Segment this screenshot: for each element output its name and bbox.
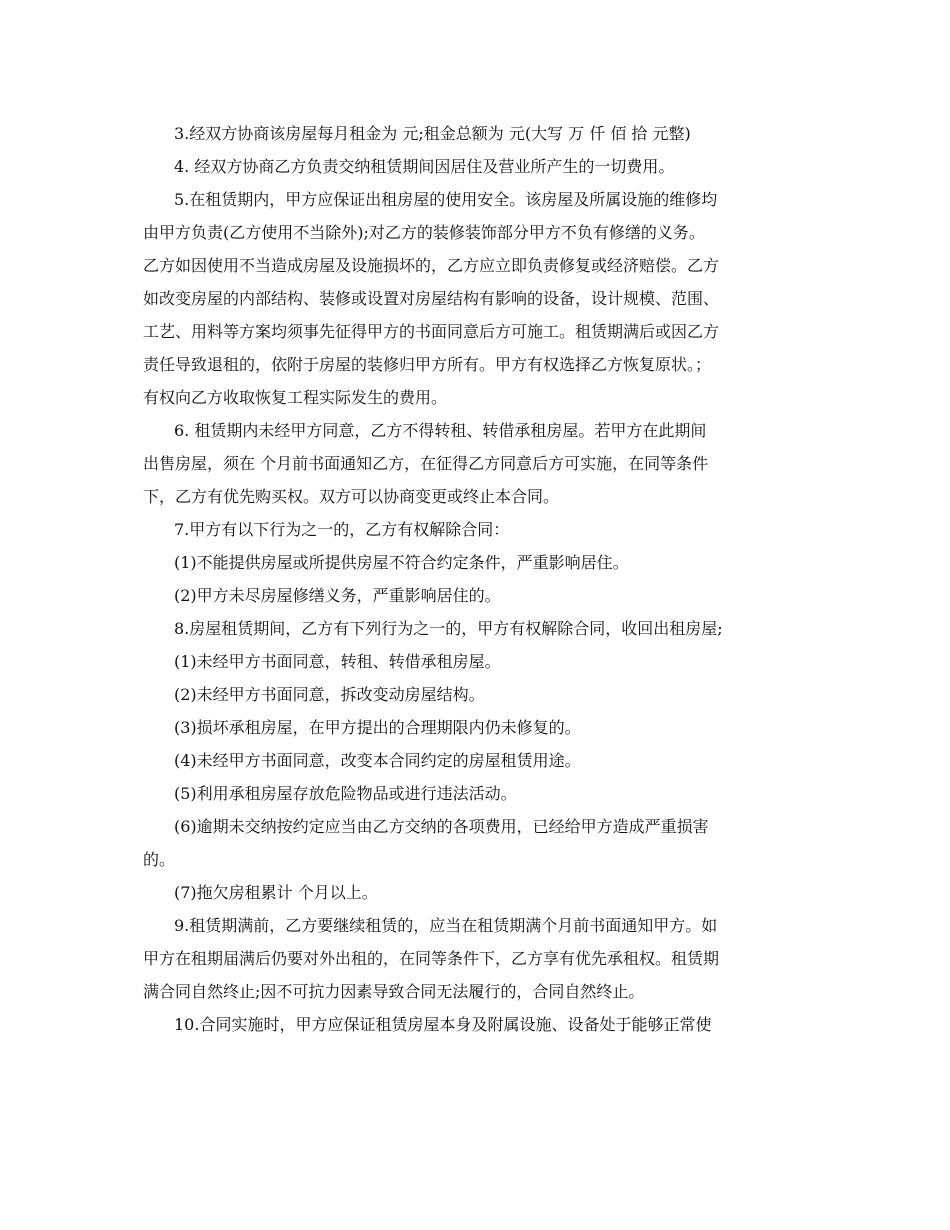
text-line: 7.甲方有以下行为之一的，乙方有权解除合同： bbox=[174, 520, 510, 539]
text-line: 甲方在租期届满后仍要对外出租的，在同等条件下，乙方享有优先承租权。租赁期 bbox=[143, 949, 720, 968]
text-line: 下，乙方有优先购买权。双方可以协商变更或终止本合同。 bbox=[143, 487, 560, 506]
text-line: 5.在租赁期内，甲方应保证出租房屋的使用安全。该房屋及所属设施的维修均 bbox=[174, 190, 718, 209]
text-line: (3)损坏承租房屋，在甲方提出的合理期限内仍未修复的。 bbox=[174, 718, 581, 737]
text-line: (1)未经甲方书面同意，转租、转借承租房屋。 bbox=[174, 652, 501, 671]
text-line: (2)未经甲方书面同意，拆改变动房屋结构。 bbox=[174, 685, 485, 704]
text-line: 9.租赁期满前，乙方要继续租赁的，应当在租赁期满个月前书面通知甲方。如 bbox=[174, 916, 718, 935]
text-line: 6. 租赁期内未经甲方同意，乙方不得转租、转借承租房屋。若甲方在此期间 bbox=[174, 421, 707, 440]
text-line: 有权向乙方收取恢复工程实际发生的费用。 bbox=[143, 388, 448, 407]
text-line: 由甲方负责(乙方使用不当除外);对乙方的装修装饰部分甲方不负有修缮的义务。 bbox=[143, 223, 705, 242]
text-line: 4. 经双方协商乙方负责交纳租赁期间因居住及营业所产生的一切费用。 bbox=[174, 157, 675, 176]
text-line: 如改变房屋的内部结构、装修或设置对房屋结构有影响的设备，设计规模、范围、 bbox=[143, 289, 720, 308]
text-line: (4)未经甲方书面同意，改变本合同约定的房屋租赁用途。 bbox=[174, 751, 581, 770]
document-body bbox=[143, 117, 813, 1041]
text-line: 出售房屋，须在 个月前书面通知乙方，在征得乙方同意后方可实施，在同等条件 bbox=[143, 454, 709, 473]
text-line: 满合同自然终止;因不可抗力因素导致合同无法履行的，合同自然终止。 bbox=[143, 982, 645, 1001]
text-line: 8.房屋租赁期间，乙方有下列行为之一的，甲方有权解除合同，收回出租房屋; bbox=[174, 619, 723, 638]
text-line: 10.合同实施时，甲方应保证租赁房屋本身及附属设施、设备处于能够正常使 bbox=[174, 1015, 712, 1034]
text-line: (6)逾期未交纳按约定应当由乙方交纳的各项费用，已经给甲方造成严重损害 bbox=[174, 817, 709, 836]
text-line: 责任导致退租的，依附于房屋的装修归甲方所有。甲方有权选择乙方恢复原状。； bbox=[143, 355, 712, 374]
text-line: 乙方如因使用不当造成房屋及设施损坏的，乙方应立即负责修复或经济赔偿。乙方 bbox=[143, 256, 720, 275]
contract-text bbox=[143, 117, 813, 1041]
text-line: (1)不能提供房屋或所提供房屋不符合约定条件，严重影响居住。 bbox=[174, 553, 629, 572]
text-line: 工艺、用料等方案均须事先征得甲方的书面同意后方可施工。租赁期满后或因乙方 bbox=[143, 322, 720, 341]
text-line: (5)利用承租房屋存放危险物品或进行违法活动。 bbox=[174, 784, 517, 803]
text-line: (7)拖欠房租累计 个月以上。 bbox=[174, 883, 378, 902]
text-line: (2)甲方未尽房屋修缮义务，严重影响居住的。 bbox=[174, 586, 501, 605]
text-line: 的。 bbox=[143, 850, 176, 869]
text-line: 3.经双方协商该房屋每月租金为 元;租金总额为 元(大写 万 仟 佰 拾 元整) bbox=[174, 124, 691, 143]
